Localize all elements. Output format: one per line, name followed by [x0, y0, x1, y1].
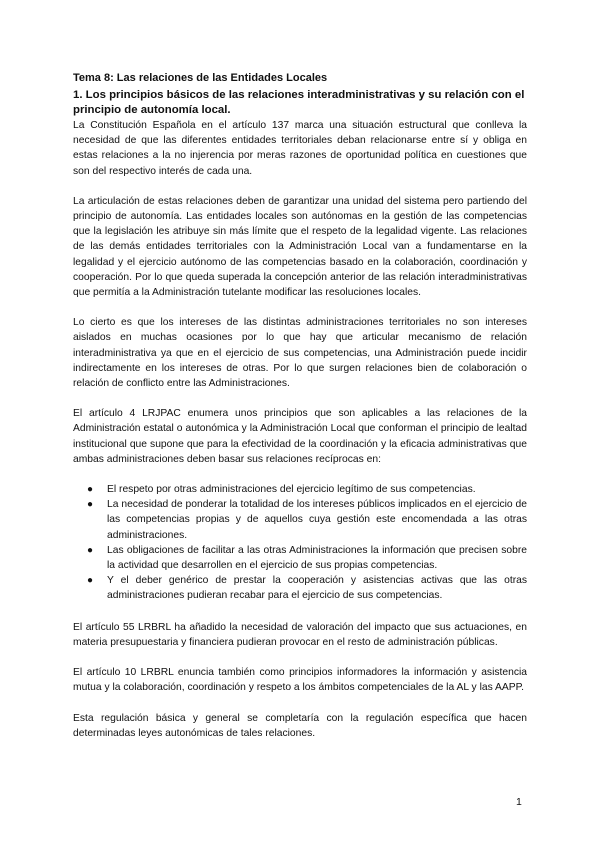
list-item-text: Las obligaciones de facilitar a las otras Administraciones la información que precisen sobre la actividad que desarrollen en el ejercicio de sus propias competencias.: [107, 544, 527, 572]
list-item-text: El respeto por otras administraciones del ejercicio legítimo de sus competencias.: [107, 484, 476, 496]
page-number: 1: [516, 796, 522, 808]
bullet-icon: ●: [87, 575, 94, 587]
principles-list: [73, 482, 527, 604]
bullet-icon: ●: [87, 544, 94, 556]
paragraph-interests: Lo cierto es que los intereses de las distintas administraciones territoriales no son intereses aislados en muchas ocasiones por lo que hay que articular mecanismo de relación interadministrativa ya que en el ejercicio de sus competencias, una Administración puede incidir indirectamente en los intereses de otras. Por lo que surgen relaciones bien de colaboración o relación de conflicto entre las Administraciones.: [73, 317, 527, 390]
list-item: [87, 482, 527, 497]
list-item: [87, 543, 527, 573]
paragraph-constitution: La Constitución Española en el artículo 137 marca una situación estructural que conlleva la necesidad de que las diferentes entidades territoriales deban relacionarse entre sí y obliga en estas relaciones a la no injerencia por meras razones de oportunidad política en cuestiones que son del respectivo interés de cada una.: [73, 120, 527, 177]
list-item-text: La necesidad de ponderar la totalidad de los intereses públicos implicados en el ejercicio de las competencias propias y de aquellos cuya gestión este encomendada a las otras administraciones.: [107, 499, 527, 541]
paragraph-regulation: Esta regulación básica y general se completaría con la regulación específica que hacen determinadas leyes autonómicas de tales relaciones.: [73, 712, 527, 739]
paragraph-article-4: El artículo 4 LRJPAC enumera unos principios que son aplicables a las relaciones de la Administración estatal o autonómica y la Administración Local que conforman el principio de lealtad institucional que supone que para la efectividad de la coordinación y la eficacia administrativas que ambas administraciones deben basar sus relaciones recíprocas en:: [73, 408, 527, 465]
document-body: [73, 71, 527, 756]
list-item: [87, 573, 527, 603]
paragraph-article-10: El artículo 10 LRBRL enuncia también como principios informadores la información y asistencia mutua y la colaboración, coordinación y respeto a los ámbitos competenciales de la AL y las AAPP.: [73, 667, 527, 694]
bullet-icon: ●: [87, 484, 94, 496]
paragraph-articulation: La articulación de estas relaciones deben de garantizar una unidad del sistema pero partiendo del principio de autonomía. Las entidades locales son autónomas en la gestión de las competencias que la legislación les atribuye sin más límite que el respeto de la legalidad vigente. Las relaciones de las demás entidades territoriales con la Administración Local van a fundamentarse en la legalidad y el ejercicio autónomo de las competencias basado en la colaboración, coordinación y cooperación. Por lo que queda superada la concepción anterior de las relación interadministrativas que permitía a la Administración tutelante modificar las resoluciones locales.: [73, 195, 527, 299]
topic-title: Tema 8: Las relaciones de las Entidades Locales: [73, 72, 328, 84]
list-item: [87, 497, 527, 543]
section-title: 1. Los principios básicos de las relaciones interadministrativas y su relación con el principio de autonomía local.: [73, 89, 525, 116]
list-item-text: Y el deber genérico de prestar la cooperación y asistencias activas que las otras administraciones pudieran recabar para el ejercicio de sus competencias.: [107, 575, 527, 602]
paragraph-article-55: El artículo 55 LRBRL ha añadido la necesidad de valoración del impacto que sus actuaciones, en materia presupuestaria y financiera pudieran provocar en el resto de administración públicas.: [73, 621, 527, 648]
bullet-icon: ●: [87, 499, 94, 511]
